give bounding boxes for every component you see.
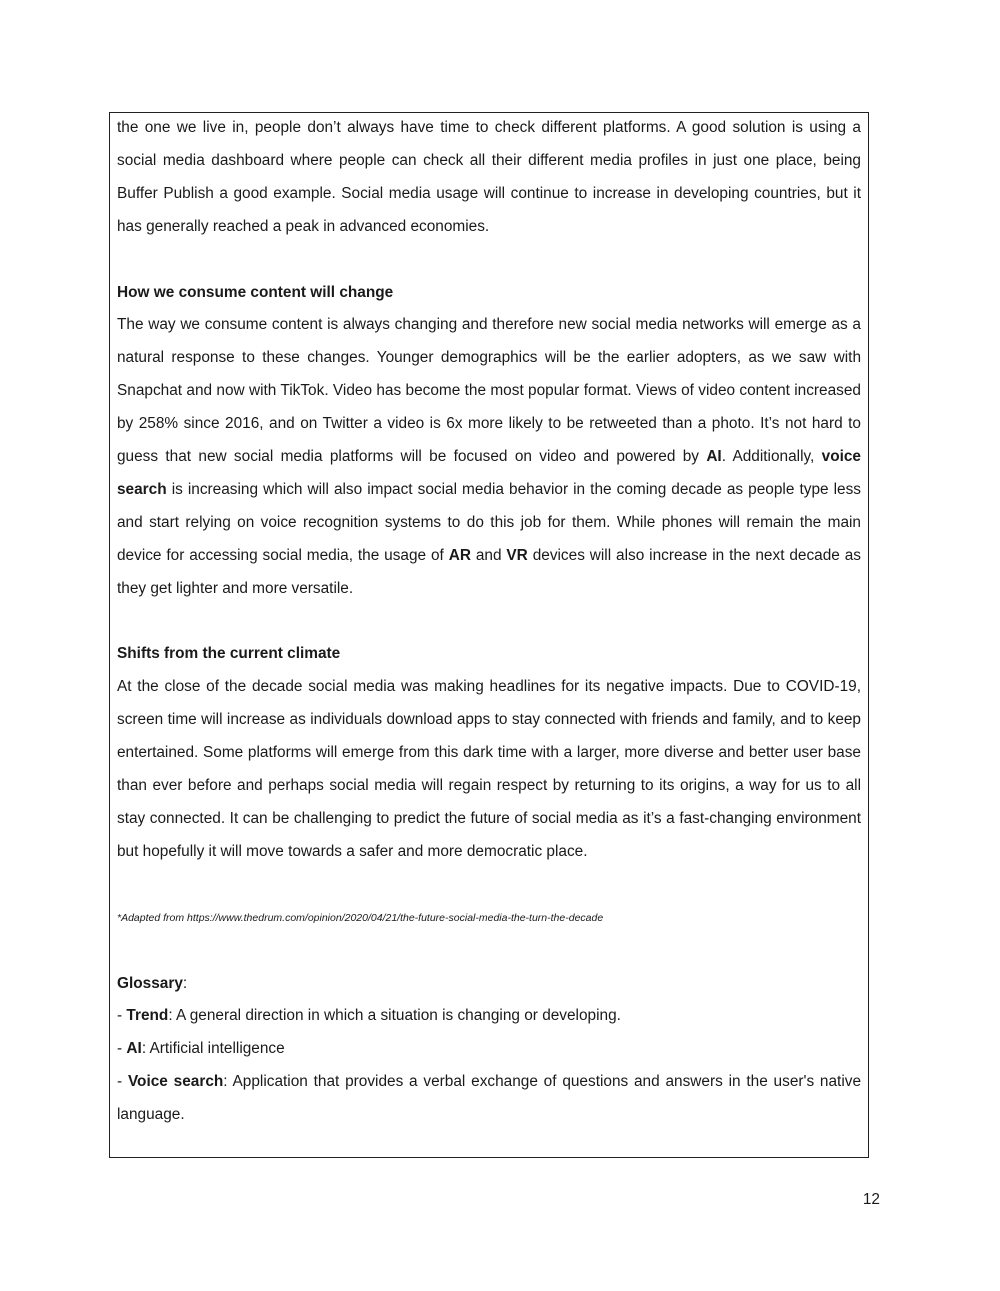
spacer — [117, 606, 861, 639]
glossary-term: Voice search — [127, 1073, 224, 1091]
glossary-definition: : Application that provides a verbal exchange of questions and answers in the user's native language. — [117, 1073, 862, 1124]
term-ar: AR — [448, 546, 471, 564]
term-vr: VR — [506, 546, 528, 564]
glossary-definition: : Artificial intelligence — [141, 1040, 285, 1058]
intro-paragraph: the one we live in, people don’t always have time to check different platforms. A good solution is using a social media dashboard where people can check all their different media profiles in just one place, being Buffer Publish a good example. Social media usage will continue to increase in developing countries, but it has generally reached a peak in advanced economies. — [117, 119, 861, 235]
glossary-item — [117, 1066, 861, 1132]
section-heading-content: How we consume content will change — [117, 283, 394, 301]
spacer — [117, 869, 861, 902]
spacer — [117, 244, 861, 277]
paragraph-text: and — [470, 546, 507, 564]
glossary-item — [117, 1033, 861, 1066]
glossary-term: Trend — [126, 1007, 169, 1025]
glossary-item — [117, 1000, 861, 1033]
glossary-title-text: Glossary — [117, 974, 183, 992]
glossary-definition: : A general direction in which a situation is changing or developing. — [168, 1007, 621, 1025]
paragraph-text: is increasing which will also impact social media behavior in the coming decade as people type less and start relying on voice recognition systems to do this job for them. While phones will remain the main device for accessing social media, the usage of — [117, 480, 861, 564]
glossary-dash: - — [117, 1073, 128, 1091]
paragraph-text: . Additionally, — [721, 448, 822, 466]
spacer — [117, 935, 861, 968]
section-heading-shifts: Shifts from the current climate — [117, 645, 341, 663]
glossary-title — [117, 968, 861, 1001]
glossary-term: AI — [126, 1040, 142, 1058]
paragraph-text: devices will also increase in the next decade as they get lighter and more versatile. — [117, 546, 861, 597]
term-ai: AI — [706, 448, 722, 466]
glossary-dash: - — [117, 1040, 127, 1058]
document-body — [117, 112, 861, 1132]
paragraph-text: The way we consume content is always changing and therefore new social media networks will emerge as a natural response to these changes. Younger demographics will be the earlier adopters, as we saw with Snapchat and now with TikTok. Video has become the most popular format. Views of video content increased by 258% since 2016, and on Twitter a video is 6x more likely to be retweeted than a photo. It’s not hard to guess that new social media platforms will be focused on video and powered by — [117, 316, 861, 466]
source-citation: *Adapted from https://www.thedrum.com/opinion/2020/04/21/the-future-social-media-the-turn-the-decade — [117, 911, 604, 924]
section-paragraph-shifts: At the close of the decade social media was making headlines for its negative impacts. Due to COVID-19, screen time will increase as individuals download apps to stay connected with friends and family, and to keep entertained. Some platforms will emerge from this dark time with a larger, more diverse and better user base than ever before and perhaps social media will regain respect by returning to its origins, a way for us to all stay connected. It can be challenging to predict the future of social media as it’s a fast-changing environment but hopefully it will move towards a safer and more democratic place. — [117, 678, 861, 860]
glossary-title-colon: : — [182, 974, 188, 992]
term-voice-search: voice search — [117, 448, 861, 498]
section-paragraph-content — [117, 309, 861, 605]
glossary-dash: - — [117, 1007, 127, 1025]
page-number: 12 — [862, 1191, 880, 1208]
